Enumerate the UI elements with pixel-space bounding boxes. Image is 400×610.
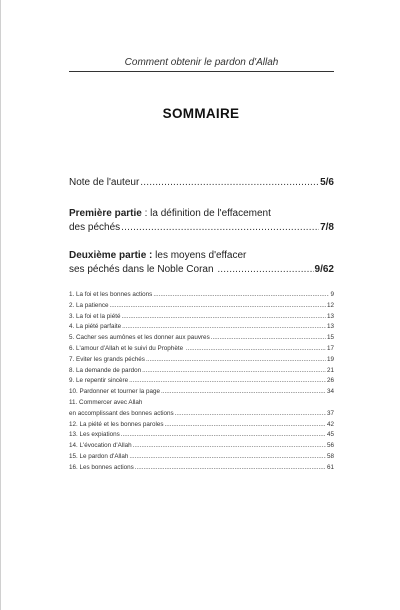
toc-item-page: 19 <box>326 355 334 363</box>
toc-item-page: 21 <box>326 366 334 374</box>
dot-leader <box>129 452 326 463</box>
toc-item-page: 9 <box>330 291 334 298</box>
dot-leader <box>161 387 326 398</box>
dot-leader <box>186 344 326 355</box>
toc-item-label: 14. L'évocation d'Allah <box>69 442 132 450</box>
toc-item-label: 5. Cacher ses aumônes et les donner aux pauvres <box>69 334 210 342</box>
toc-item <box>69 355 334 366</box>
dot-leader <box>122 322 326 333</box>
page-title: SOMMAIRE <box>162 106 240 121</box>
toc-item-label: 8. La demande de pardon <box>69 366 142 374</box>
toc-item <box>69 322 334 333</box>
part-separator: : <box>141 208 151 219</box>
toc-item-page: 58 <box>326 452 334 460</box>
dot-leader <box>121 221 319 235</box>
toc-item-page: 34 <box>326 388 334 396</box>
toc-item-label: 11. Commercer avec Allah <box>69 398 143 406</box>
part-title-line2: ses péchés dans le Noble Coran <box>69 264 217 275</box>
dot-leader <box>146 355 326 366</box>
toc-item <box>69 366 334 377</box>
dot-leader <box>121 430 326 441</box>
toc-item-label: en accomplissant des bonnes actions <box>69 409 174 417</box>
toc-item <box>69 333 334 344</box>
toc-item <box>69 441 334 452</box>
toc-item-label: 4. La piété parfaite <box>69 323 122 331</box>
toc-item-page: 13 <box>326 323 334 331</box>
dot-leader <box>217 263 313 277</box>
part-lead: Deuxième partie : <box>69 250 156 261</box>
toc-item-page: 37 <box>326 409 334 417</box>
toc-list <box>69 290 334 474</box>
dot-leader <box>140 176 319 190</box>
toc-item <box>69 398 334 409</box>
toc-item-label: 3. La foi et la piété <box>69 312 121 320</box>
toc-item <box>69 344 334 355</box>
toc-item-page: 17 <box>326 344 334 352</box>
toc-entry-note <box>69 176 334 190</box>
toc-item-page: 13 <box>326 312 334 320</box>
toc-entry-part2 <box>69 249 334 277</box>
dot-leader <box>211 333 326 344</box>
part-title-line1: la définition de l'effacement <box>150 208 271 219</box>
toc-item-page: 42 <box>326 420 334 428</box>
toc-item-label: 6. L'amour d'Allah et le suivi du Prophète <box>69 344 185 352</box>
dot-leader <box>153 290 329 301</box>
toc-entry-page: 5/6 <box>320 177 334 188</box>
toc-entry-label: Note de l'auteur <box>69 177 140 188</box>
toc-item-label: 10. Pardonner et tourner la page <box>69 388 161 396</box>
dot-leader <box>110 301 326 312</box>
toc-item <box>69 463 334 474</box>
toc-item-label: 13. Les expiations <box>69 431 120 439</box>
toc-item-page: 56 <box>326 442 334 450</box>
toc-item-label: 1. La foi et les bonnes actions <box>69 291 153 298</box>
toc-item-label: 12. La piété et les bonnes paroles <box>69 420 164 428</box>
toc-item <box>69 420 334 431</box>
dot-leader <box>129 376 326 387</box>
part-title-line1: les moyens d'effacer <box>155 250 247 261</box>
toc-item-label: 7. Eviter les grands péchés <box>69 355 145 363</box>
toc-item <box>69 452 334 463</box>
part-lead: Première partie <box>69 208 142 219</box>
dot-leader <box>135 463 326 474</box>
toc-item-page: 12 <box>326 301 334 309</box>
toc-item <box>69 312 334 323</box>
dot-leader <box>133 441 326 452</box>
toc-item-page: 61 <box>326 463 334 471</box>
toc-entry-part1 <box>69 207 334 235</box>
toc-item <box>69 387 334 398</box>
dot-leader <box>175 409 326 420</box>
dot-leader <box>142 366 326 377</box>
toc-item <box>69 290 334 301</box>
toc-item-page: 26 <box>326 377 334 385</box>
dot-leader <box>121 312 326 323</box>
toc-item <box>69 376 334 387</box>
toc-item-label: 2. La patience <box>69 301 109 309</box>
toc-item-page: 45 <box>326 431 334 439</box>
toc-item <box>69 430 334 441</box>
toc-item-label: 16. Les bonnes actions <box>69 463 134 471</box>
part-title-line2: des péchés <box>69 222 121 233</box>
toc-item-page: 15 <box>326 334 334 342</box>
toc-entry-page: 7/8 <box>320 222 334 233</box>
toc-item <box>69 409 334 420</box>
toc-item-label: 15. Le pardon d'Allah <box>69 452 129 460</box>
toc-item-label: 9. Le repentir sincère <box>69 377 129 385</box>
toc-entry-page: 9/62 <box>314 264 334 275</box>
dot-leader <box>165 420 326 431</box>
toc-item <box>69 301 334 312</box>
running-header: Comment obtenir le pardon d'Allah <box>69 57 334 72</box>
